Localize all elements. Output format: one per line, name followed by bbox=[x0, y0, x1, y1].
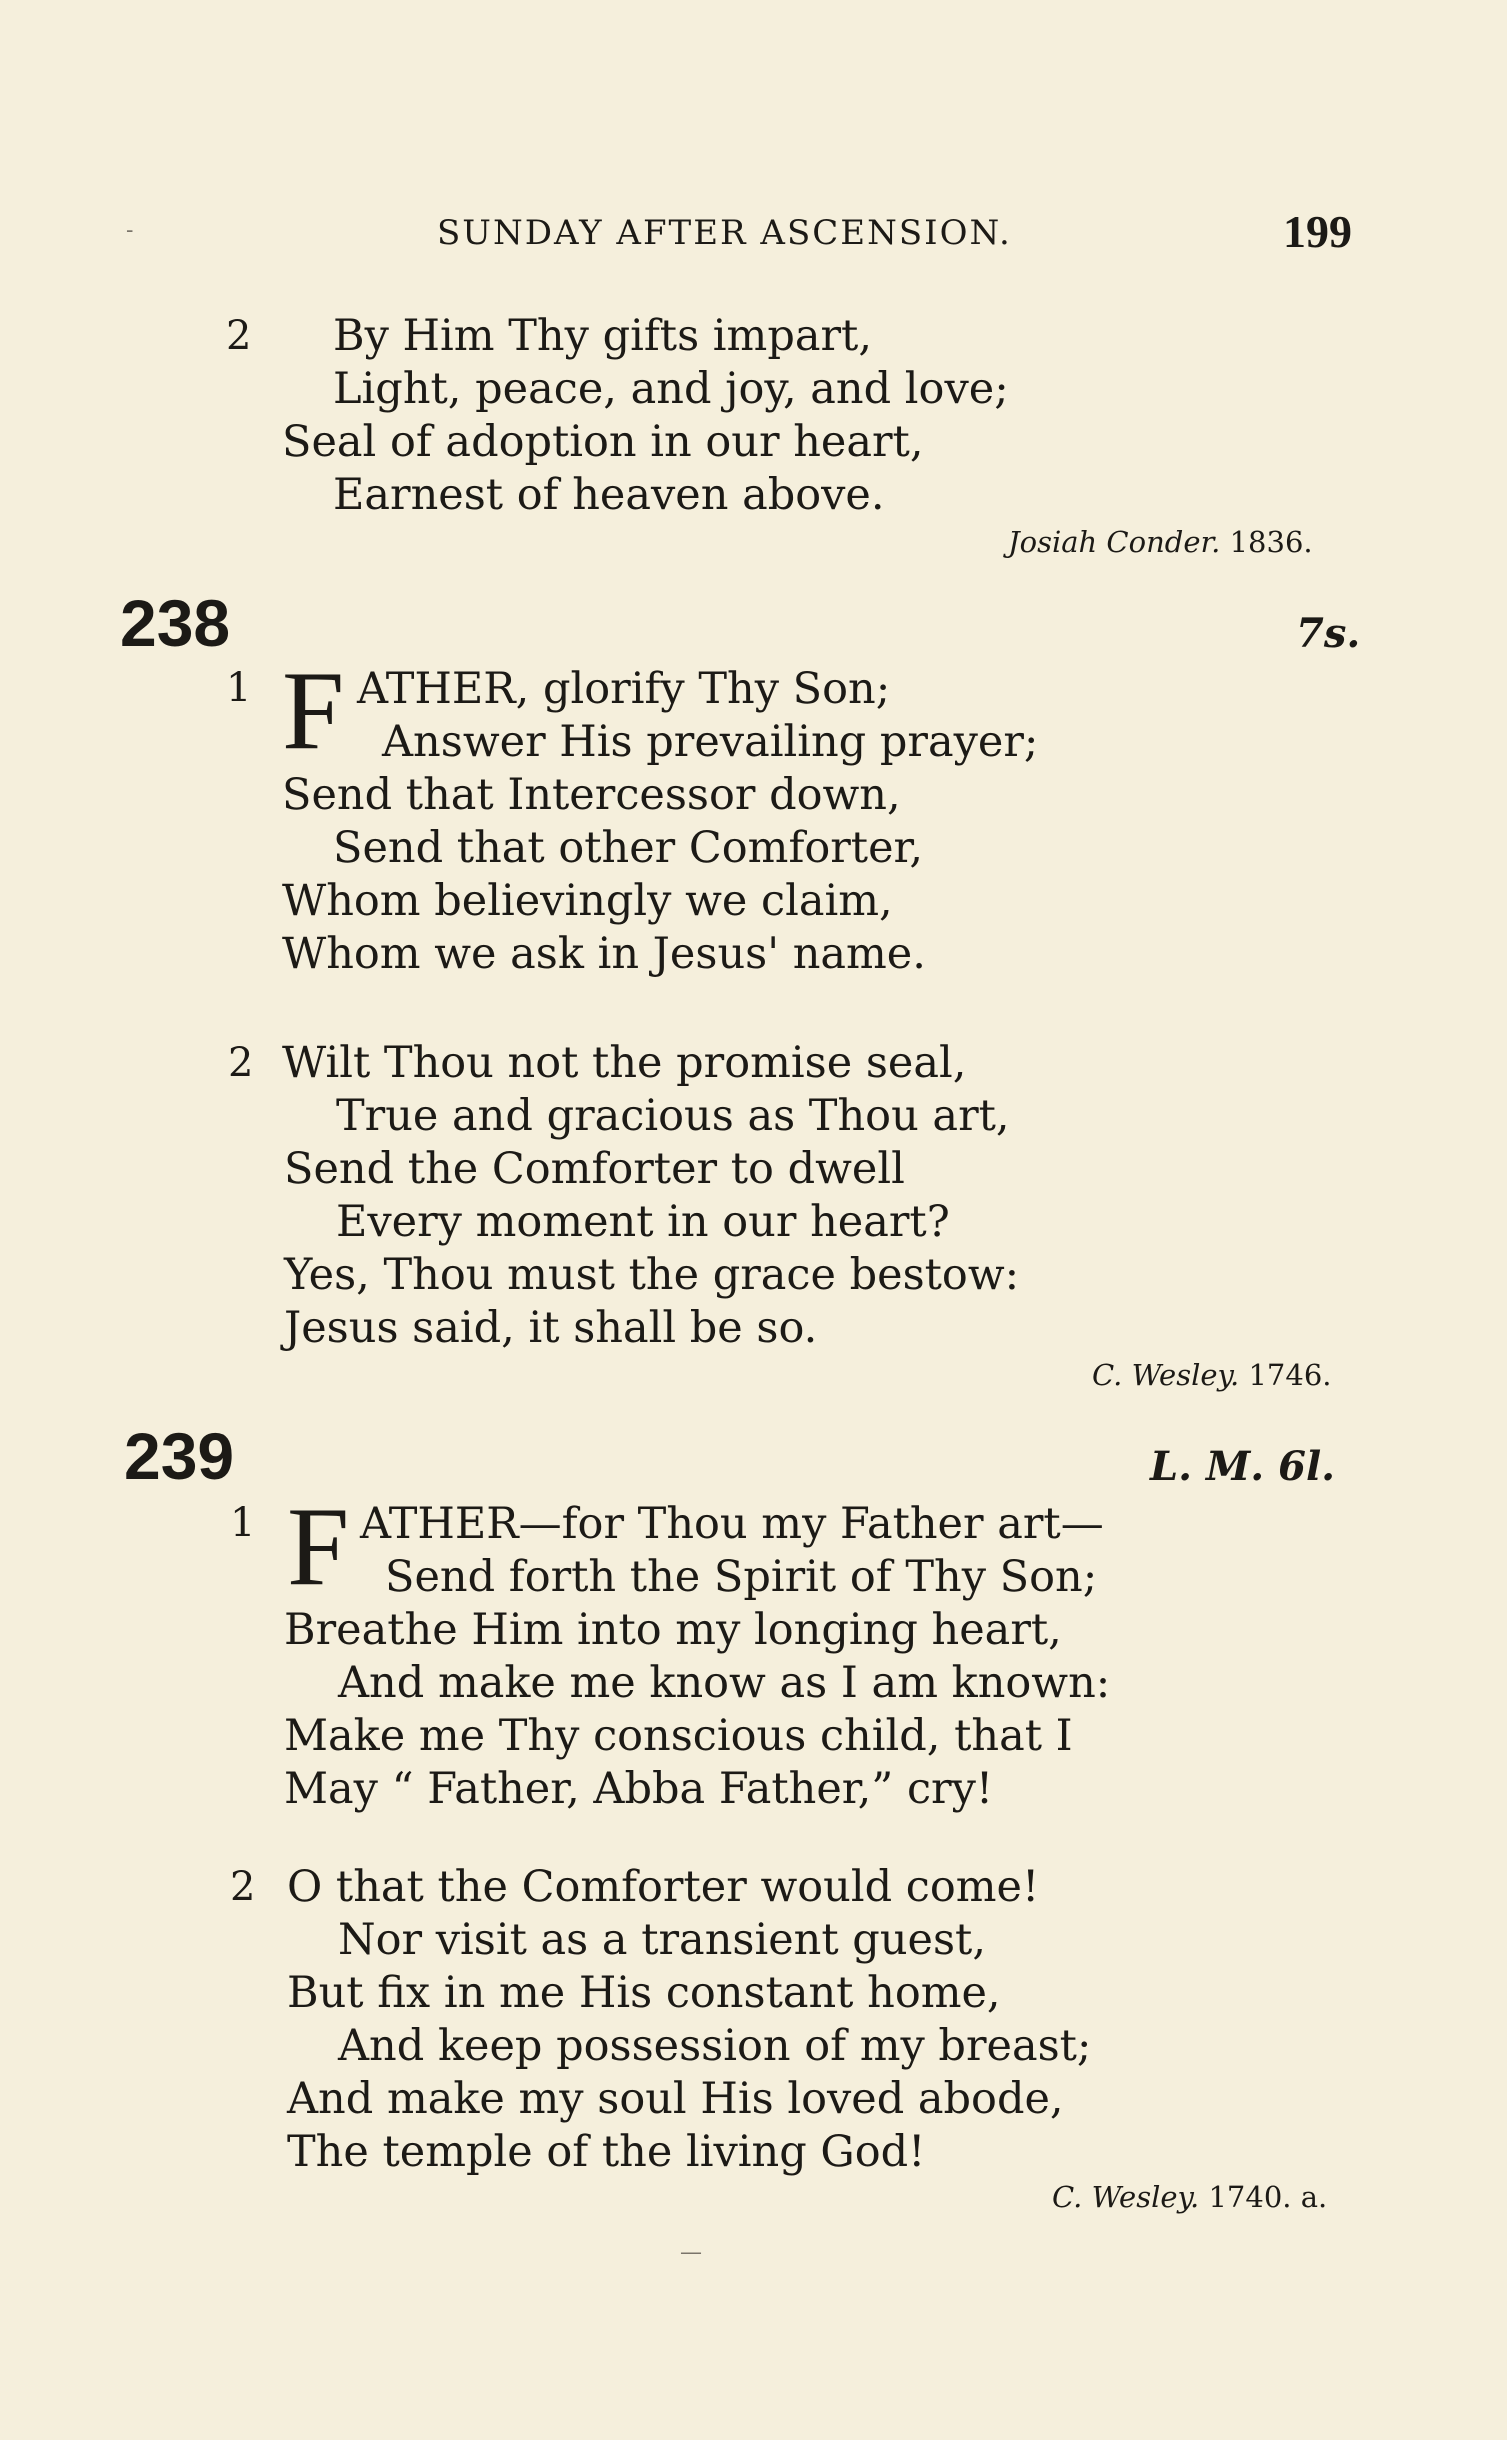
verse-number: 1 bbox=[226, 665, 252, 711]
meter: L. M. 6l. bbox=[1150, 1443, 1336, 1490]
verse-line: Send the Comforter to dwell bbox=[284, 1144, 905, 1194]
page-header bbox=[0, 205, 1507, 265]
verse-line: Light, peace, and joy, and love; bbox=[333, 364, 1009, 414]
running-title: SUNDAY AFTER ASCENSION. bbox=[437, 213, 1012, 253]
attribution bbox=[1008, 525, 1313, 559]
verse-line: Whom we ask in Jesus' name. bbox=[282, 929, 926, 979]
verse-line: Breathe Him into my longing heart, bbox=[284, 1605, 1062, 1655]
verse-line: Yes, Thou must the grace bestow: bbox=[284, 1250, 1020, 1300]
drop-cap: F bbox=[282, 649, 345, 773]
verse-line: Send that other Comforter, bbox=[333, 823, 924, 873]
verse-number: 2 bbox=[230, 1864, 256, 1910]
attribution bbox=[1052, 2180, 1327, 2214]
year: 1740. a. bbox=[1208, 2180, 1328, 2214]
year: 1746. bbox=[1248, 1358, 1332, 1392]
verse-line: Nor visit as a transient guest, bbox=[338, 1915, 986, 1965]
page-number: 199 bbox=[1283, 206, 1352, 257]
attribution bbox=[1092, 1358, 1332, 1392]
verse-line: Whom believingly we claim, bbox=[282, 876, 893, 926]
verse-line: Send forth the Spirit of Thy Son; bbox=[385, 1552, 1098, 1602]
verse-line: And make me know as I am known: bbox=[338, 1658, 1111, 1708]
verse-line: O that the Comforter would come! bbox=[287, 1862, 1040, 1912]
meter: 7s. bbox=[1296, 610, 1361, 657]
year: 1836. bbox=[1229, 525, 1313, 559]
author-name: Josiah Conder. bbox=[1008, 525, 1221, 559]
verse-line: Jesus said, it shall be so. bbox=[284, 1303, 818, 1353]
verse-number: 1 bbox=[230, 1500, 256, 1546]
verse-line: True and gracious as Thou art, bbox=[336, 1091, 1010, 1141]
verse-line: Make me Thy conscious child, that I bbox=[284, 1711, 1073, 1761]
verse-line: But fix in me His constant home, bbox=[287, 1968, 1001, 2018]
print-mark: - bbox=[126, 218, 134, 243]
verse-line: Send that Intercessor down, bbox=[282, 770, 901, 820]
verse-line: The temple of the living God! bbox=[287, 2127, 926, 2177]
verse-line: Earnest of heaven above. bbox=[333, 470, 885, 520]
verse-line: Wilt Thou not the promise seal, bbox=[282, 1038, 967, 1088]
hymn-number: 239 bbox=[124, 1419, 235, 1493]
author-name: C. Wesley. bbox=[1052, 2180, 1200, 2214]
verse-line: ATHER, glorify Thy Son; bbox=[357, 664, 891, 714]
verse-line: May “ Father, Abba Father,” cry! bbox=[284, 1764, 994, 1814]
verse-number: 2 bbox=[228, 1040, 254, 1086]
verse-line: Answer His prevailing prayer; bbox=[382, 717, 1039, 767]
verse-line: Every moment in our heart? bbox=[336, 1197, 950, 1247]
verse-line: By Him Thy gifts impart, bbox=[333, 311, 872, 361]
verse-line: And make my soul His loved abode, bbox=[287, 2074, 1064, 2124]
verse-line: And keep possession of my breast; bbox=[338, 2021, 1092, 2071]
author-name: C. Wesley. bbox=[1092, 1358, 1240, 1392]
verse-line: ATHER—for Thou my Father art— bbox=[360, 1499, 1104, 1549]
verse-number: 2 bbox=[226, 313, 252, 359]
drop-cap: F bbox=[287, 1485, 350, 1609]
verse-line: Seal of adoption in our heart, bbox=[282, 417, 924, 467]
hymn-number: 238 bbox=[120, 586, 231, 660]
print-mark: — bbox=[680, 2240, 702, 2265]
